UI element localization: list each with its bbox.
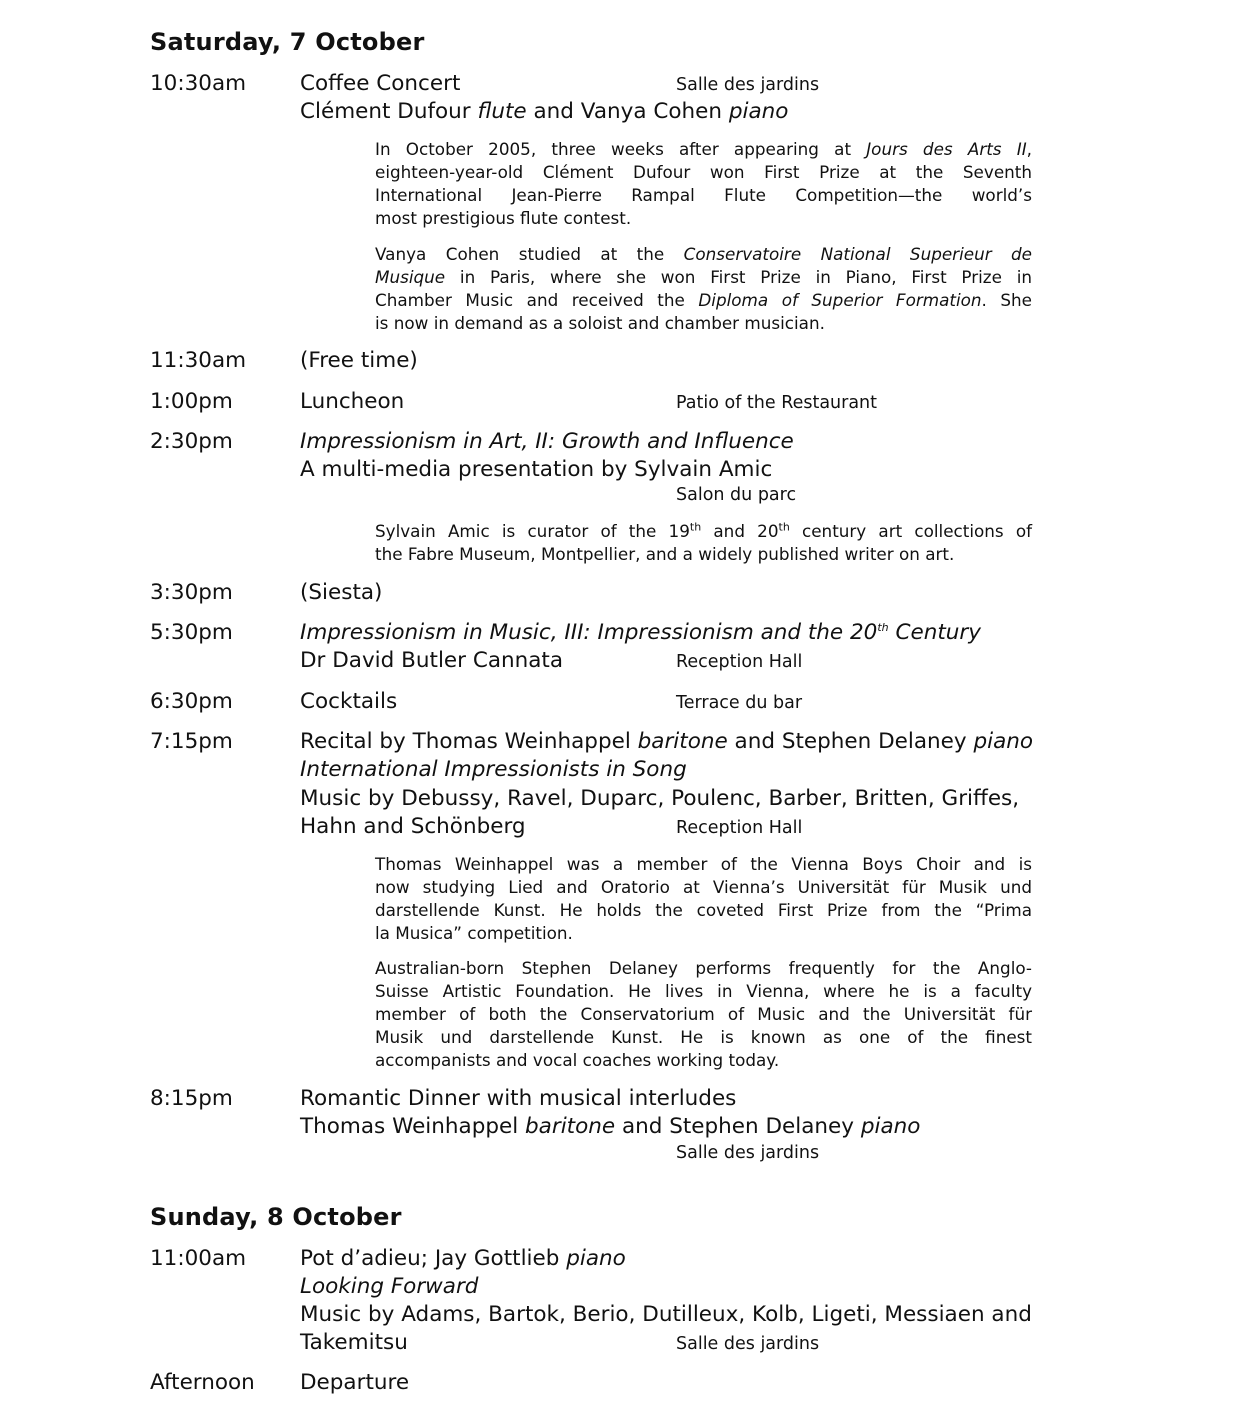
event-title: Departure [300,1370,410,1395]
event-time: 10:30am [150,71,247,96]
event-venue: Salle des jardins [676,1334,820,1354]
performer-text: Clément Dufour [300,99,478,124]
event-performers: Thomas Weinhappel baritone and Stephen Delaney piano [300,1114,921,1139]
para-line: Vanya Cohen studied at the Conservatoire National Superieur de [375,244,1032,264]
event-time: 11:30am [150,348,247,373]
event-time: 8:15pm [150,1086,233,1111]
event-programme: Hahn and Schönberg [300,814,526,839]
event-time: 5:30pm [150,620,233,645]
event-time: Afternoon [150,1370,255,1395]
day-heading-saturday: Saturday, 7 October [150,28,425,56]
event-performers [300,98,788,126]
para-line: now studying Lied and Oratorio at Vienna’s Universität für Musik und [375,877,1032,897]
para-line: Chamber Music and received the Diploma of Superior Formation. She [375,290,1032,310]
event-subtitle: A multi-media presentation by Sylvain Amic [300,457,773,482]
event-programme: Takemitsu [300,1330,408,1355]
para-line: most prestigious flute contest. [375,208,632,228]
para-line: member of both the Conservatorium of Music and the Universität für [375,1004,1032,1024]
event-time: 3:30pm [150,580,233,605]
event-subtitle: Looking Forward [300,1274,479,1299]
event-title: Luncheon [300,389,405,414]
bio-paragraph [375,243,1032,335]
instrument-text: piano [728,99,789,124]
event-venue: Reception Hall [676,652,803,672]
event-title: Impressionism in Art, II: Growth and Influence [300,429,794,454]
para-line: Musik und darstellende Kunst. He is known as one of the finest [375,1027,1032,1047]
event-title: Romantic Dinner with musical interludes [300,1086,737,1111]
bio-paragraph [375,853,1032,945]
event-time: 11:00am [150,1246,247,1271]
event-title: (Siesta) [300,580,383,605]
day-heading-sunday: Sunday, 8 October [150,1203,402,1231]
event-venue: Patio of the Restaurant [676,393,878,413]
event-programme: Music by Debussy, Ravel, Duparc, Poulenc, Barber, Britten, Griffes, [300,786,1020,811]
event-title: Pot d’adieu; Jay Gottlieb piano [300,1246,626,1271]
performer-text: and Vanya Cohen [526,99,729,124]
event-subtitle: Dr David Butler Cannata [300,648,564,673]
instrument-text: flute [477,99,527,124]
para-line: International Jean-Pierre Rampal Flute Competition—the world’s [375,185,1032,205]
event-title: Coffee Concert [300,71,461,96]
para-line: the Fabre Museum, Montpellier, and a widely published writer on art. [375,544,955,564]
para-line: la Musica” competition. [375,923,573,943]
event-venue: Salon du parc [676,485,797,505]
para-line: Sylvain Amic is curator of the 19th and 20th century art collections of [375,520,1033,541]
event-time: 1:00pm [150,389,233,414]
event-title: Cocktails [300,689,398,714]
event-time: 6:30pm [150,689,233,714]
event-programme: Music by Adams, Bartok, Berio, Dutilleux, Kolb, Ligeti, Messiaen and [300,1302,1032,1327]
bio-paragraph [375,957,1032,1072]
para-line: Australian-born Stephen Delaney performs frequently for the Anglo- [375,958,1032,978]
event-time: 7:15pm [150,729,233,754]
para-line: accompanists and vocal coaches working today. [375,1050,780,1070]
event-title: (Free time) [300,348,418,373]
para-line: darstellende Kunst. He holds the coveted First Prize from the “Prima [375,900,1032,920]
event-venue: Salle des jardins [676,1143,820,1163]
event-venue: Reception Hall [676,818,803,838]
para-line: eighteen-year-old Clément Dufour won First Prize at the Seventh [375,162,1032,182]
para-line: In October 2005, three weeks after appearing at Jours des Arts II, [375,139,1032,159]
para-line: Suisse Artistic Foundation. He lives in Vienna, where he is a faculty [375,981,1032,1001]
bio-paragraph [375,138,1032,230]
event-title: Impressionism in Music, III: Impressionism and the 20th Century [300,620,981,645]
event-title: Recital by Thomas Weinhappel baritone and Stephen Delaney piano [300,729,1034,754]
para-line: Musique in Paris, where she won First Prize in Piano, First Prize in [375,267,1032,287]
event-time: 2:30pm [150,429,233,454]
event-venue: Salle des jardins [676,75,820,95]
para-line: Thomas Weinhappel was a member of the Vienna Boys Choir and is [375,854,1032,874]
bio-paragraph [375,520,1032,566]
event-venue: Terrace du bar [676,693,803,713]
para-line: is now in demand as a soloist and chamber musician. [375,313,825,333]
event-subtitle: International Impressionists in Song [300,757,687,782]
